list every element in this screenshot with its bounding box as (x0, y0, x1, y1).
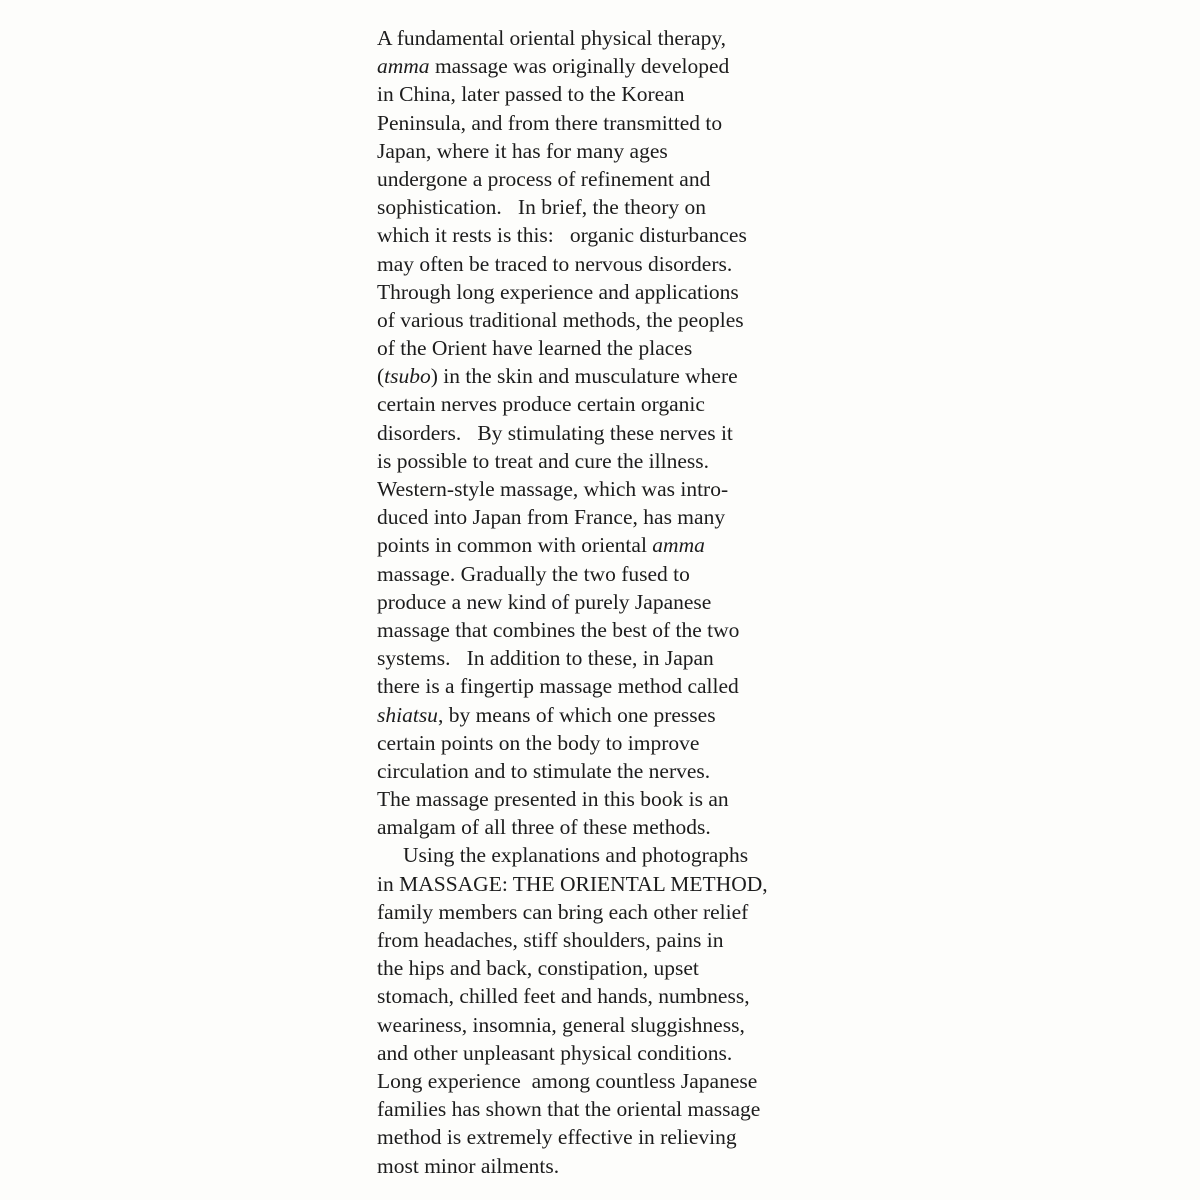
text-line (377, 334, 837, 362)
text-line (377, 52, 837, 80)
text-line (377, 898, 837, 926)
text-segment: certain points on the body to improve (377, 730, 700, 755)
text-segment: produce a new kind of purely Japanese (377, 589, 712, 614)
text-line (377, 701, 837, 729)
text-segment: certain nerves produce certain organic (377, 392, 705, 417)
text-segment: The massage presented in this book is an (377, 787, 729, 812)
text-line (377, 1123, 837, 1151)
text-segment: the hips and back, constipation, upset (377, 956, 699, 981)
text-segment: amalgam of all three of these methods. (377, 815, 711, 840)
text-line (377, 729, 837, 757)
text-segment: most minor ailments. (377, 1153, 560, 1178)
text-segment: stomach, chilled feet and hands, numbness, (377, 984, 750, 1009)
text-segment: massage. Gradually the two fused to (377, 561, 690, 586)
text-line (377, 24, 837, 52)
text-segment: there is a fingertip massage method called (377, 674, 739, 699)
text-line (377, 475, 837, 503)
text-segment: Using the explanations and photographs (403, 843, 749, 868)
text-line (377, 278, 837, 306)
text-segment: families has shown that the oriental massage (377, 1097, 761, 1122)
text-line (377, 644, 837, 672)
text-segment: massage that combines the best of the two (377, 617, 740, 642)
text-line (377, 165, 837, 193)
text-segment: , by means of which one presses (437, 702, 716, 727)
text-line (377, 1011, 837, 1039)
text-segment: Through long experience and applications (377, 279, 739, 304)
text-segment: method is extremely effective in relieving (377, 1125, 737, 1150)
text-line (377, 1152, 837, 1180)
text-segment: may often be traced to nervous disorders. (377, 251, 733, 276)
text-segment: in MASSAGE: THE ORIENTAL METHOD, (377, 871, 768, 896)
text-line (377, 588, 837, 616)
text-line (377, 419, 837, 447)
text-line (377, 560, 837, 588)
text-segment: ) in the skin and musculature where (430, 364, 738, 389)
text-segment: massage was originally developed (429, 54, 730, 79)
text-segment: sophistication. In brief, the theory on (377, 195, 706, 220)
text-line (377, 785, 837, 813)
text-segment: ( (377, 364, 385, 389)
text-line (377, 503, 837, 531)
text-segment: Western-style massage, which was intro- (377, 477, 729, 501)
text-line (377, 982, 837, 1010)
text-line (377, 672, 837, 700)
text-line (377, 1039, 837, 1067)
text-segment: Peninsula, and from there transmitted to (377, 110, 723, 135)
text-line (377, 870, 837, 898)
text-line (377, 109, 837, 137)
text-line (377, 362, 837, 390)
text-segment: points in common with oriental (377, 533, 653, 558)
text-line (377, 531, 837, 559)
text-segment: is possible to treat and cure the illness. (377, 448, 709, 473)
paragraph (377, 24, 837, 841)
text-line (377, 221, 837, 249)
text-line (377, 757, 837, 785)
text-line (377, 250, 837, 278)
text-segment: of various traditional methods, the peoples (377, 307, 744, 332)
text-segment: duced into Japan from France, has many (377, 505, 726, 530)
text-segment: from headaches, stiff shoulders, pains in (377, 928, 724, 952)
text-segment: family members can bring each other relief (377, 899, 749, 924)
text-line (377, 390, 837, 418)
text-line (377, 813, 837, 841)
text-line (377, 1095, 837, 1123)
text-segment: disorders. By stimulating these nerves it (377, 420, 733, 445)
italic-term: shiatsu (377, 702, 438, 727)
text-line (377, 80, 837, 108)
text-segment: weariness, insomnia, general sluggishness, (377, 1012, 745, 1037)
text-line (377, 306, 837, 334)
text-segment: Long experience among countless Japanese (377, 1068, 758, 1093)
text-segment: which it rests is this: organic disturbances (377, 223, 747, 248)
text-line (377, 193, 837, 221)
text-segment: systems. In addition to these, in Japan (377, 646, 714, 671)
text-segment: of the Orient have learned the places (377, 336, 693, 361)
text-segment: circulation and to stimulate the nerves. (377, 758, 711, 783)
text-line (377, 137, 837, 165)
text-line (377, 447, 837, 475)
text-line (377, 954, 837, 982)
text-line (377, 926, 837, 954)
text-segment: Japan, where it has for many ages (377, 138, 668, 163)
paragraph (377, 841, 837, 1179)
text-line (377, 841, 837, 869)
italic-term: amma (377, 54, 430, 79)
italic-term: tsubo (384, 364, 431, 389)
text-segment: undergone a process of refinement and (377, 166, 711, 191)
text-segment: A fundamental oriental physical therapy, (377, 26, 727, 50)
text-line (377, 1067, 837, 1095)
text-line (377, 616, 837, 644)
document-page (377, 24, 837, 1180)
italic-term: amma (652, 533, 705, 558)
text-segment: and other unpleasant physical conditions. (377, 1040, 733, 1065)
text-segment: in China, later passed to the Korean (377, 82, 685, 107)
